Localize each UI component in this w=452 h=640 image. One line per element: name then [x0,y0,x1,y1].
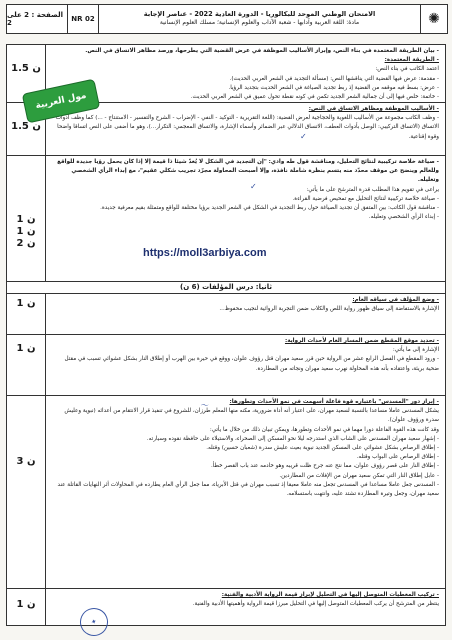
answer-row [6,156,446,282]
exam-code: NR 02 [67,5,98,33]
score-cell: 1 ن [7,589,46,625]
ink-stamp-icon: ✦ [76,604,112,640]
answer-content: - تحديد موقع المقطع ضمن المسار العام لأحداث الرواية: الإشارة إلى ما يأتي: - ورود المقطع في الفصل الرابع عشر من الرواية حين قرر سعيد مهران قتل رؤوف علوان، ووقع في حيرة بين الهرب أو إطلاق النار بشكل عشوائي تسبب في مقتل ضحية بريئة، واعتقاده بأنه هذه المحاولة نهرب سعيد مهران ونجاته من المطاردة. [64,338,439,372]
answer-content: - بيان الطريقة المعتمدة في بناء النص، وإبراز الأساليب الموظفة في عرض القضية التي يطرحها، ورصد مظاهر الاتساق في النص. - الطريقة المعتمدة: اعتمد الكاتب في بناء النص: - مقدمة: عرض فيها القضية التي يناقشها النص: (مسألة التجديد في الشعر العربي الحديث). - عرض: بسط فيه موقفه من القضية إذ ربط تجديد الصياغة في الشعر الحديث بتجديد الرؤيا. - خاتمة: خلص فيها إلى أن جمالية الشعر الجديد تكمن في كونه نقطة تحول عميق في الشعر العربي الحديث. [85,48,439,101]
brand-watermark: مول العربية [22,79,101,124]
answer-content: - وضع المؤلف في سياقه العام: الإشارة بالاستفاضة إلى سياق ظهور رواية اللص والكلاب ضمن التجربة الروائية لنجيب محفوظ... [219,297,439,313]
score-cell: 1 ن [7,294,46,334]
answer-content: - صياغة خلاصة تركيبية لنتائج التحليل، ومناقشة قول طه وادي: "إن التجديد في الشكل لا يُعدّ شيئا ذا قيمة إلا إذا كان يحمل رؤيا جديدة للواقع وللعالم وينضح عن موقف محدّد منه يتسم بنظرة شاملة نافذة، وإلا أصبحت المحاولة مجرّد تجريب شكلي عقيم"، مع إبداء الرأي الشخصي وتعليله. يراعى في تقويم هذا المطلب قدرة المترشح على ما يأتي: - صياغة خلاصة تركيبية لنتائج التحليل مع تمحيص فرضية القراءة. - مناقشة قول الكاتب: بين المتفق أن تجديد الصياغة حول ربط التجديد في الشكل في الشعر الجديد برؤيا مختلفة للواقع ومتمثلة بقيم معرفية جديدة. - إبداء الرأي الشخصي وتعليله. [57,159,439,221]
answer-content: - تركيب المعطيات المتوصل إليها في التحليل لإبراز قيمة الرواية الأدبية والفنية: ينتظر من المترشح أن يركب المعطيات المتوصل إليها في التحليل مبرزا قيمة الرواية وأهميتها الأدبية والفنية. [192,592,439,608]
answer-row [6,294,446,335]
score-cell: 3 ن [7,396,46,588]
answer-content: - الأساليب الموظفة ومظاهر الاتساق في النص: - وظف الكاتب مجموعة من الأساليب اللغوية والحجاجية لعرض القضية: (اللغة التقريرية - التوكيد - النفي - الإضراب - الشرح والتفسير - الاستنتاج - ...) كما وظف أدوات الاتساق (الاتساق التركيبي: الوصل بأدوات العطف، الاتساق الدلالي عبر الضمائر وأسماء الإشارة، والاتساق المعجمي: التكرار...)، وهو ما أضفى على النص اتساقا واضحا وقوة إقناعية. [55,106,439,140]
score-cell: 1.5 ن [7,45,46,102]
answer-row [6,589,446,626]
answer-grid [6,44,446,626]
answer-row [6,335,446,396]
answer-row [6,396,446,589]
handwritten-mark-icon: ✓ [300,132,307,141]
ministry-emblem-icon: ✺ [420,5,447,33]
handwritten-mark-icon: 〜 [200,401,208,410]
exam-title: الامتحان الوطني الموحد للبكالوريا - الدورة العادية 2022 - عناصر الإجابة [143,9,376,18]
page-number: الصفحة : 2 على 2 [7,11,63,27]
section-title: ثانيا: درس المؤلفات (6 ن) [6,282,446,294]
score-cell: 1 ن 1 ن 2 ن [7,156,46,281]
exam-header [6,4,448,34]
handwritten-mark-icon: ✓ [250,182,257,191]
exam-subject: مادة: اللغة العربية وآدابها - شعبة الآداب والعلوم الإنسانية؛ مسلك العلوم الإنسانية [159,19,360,27]
score-cell: 1 ن [7,335,46,395]
site-url-watermark: https://moll3arbiya.com [140,247,269,259]
answer-content: - إبراز دور "المسدس" باعتباره قوة فاعلة أسهمت في نمو الأحداث وتطورها: يشكل المسدس عاملا مساعدا بالنسبة لسعيد مهران، على اعتبار أنه أداة ضرورية، مكنه منها المعلم طرزان، للشروع في تنفيذ قرار الانتقام من أعدائه (نبوية وعليش سدرة ورؤوف علوان). وقد كانت هذه القوة الفاعلة دورا مهما في نمو الأحداث وتطورها، ويمكن تبيان ذلك من خلال ما يأتي: - إشهار سعيد مهران المسدس على الشاب الذي استدرجه ليلا نحو المسكن إلى الصحراء، والاستيلاء على حافظة نقوده وسيارته. - إطلاق الرصاص بشكل عشوائي على المسكن الجديد نبوية بعيث عليش سدرة (شعبان حسين) وقتله. - إطلاق الرصاص على البواب وقتله. - إطلاق النار على قصر رؤوف علوان، مما نتج عنه جرح ظلت قريبه وهو خادمه عند باب القصر خطأ. - عابل إطلاق النار التي تمكن سعيد مهران من الإفلات من المطاردين. - المسدس جعل عاملا مساعدا في المسدس تجعل منه عاملا معيقا إذ تسبب مهران في قتل الأبرياء، مما جعل الرأي العام يطارده في المحاولات أثر النهايات القاتلة عند سعيد مهران، وجعل وتيرة المطاردة تشتد عليه، وانتهت باستسلامه. [57,399,439,498]
score-cell: 1.5 ن [7,103,46,155]
exam-title-block [98,5,420,33]
